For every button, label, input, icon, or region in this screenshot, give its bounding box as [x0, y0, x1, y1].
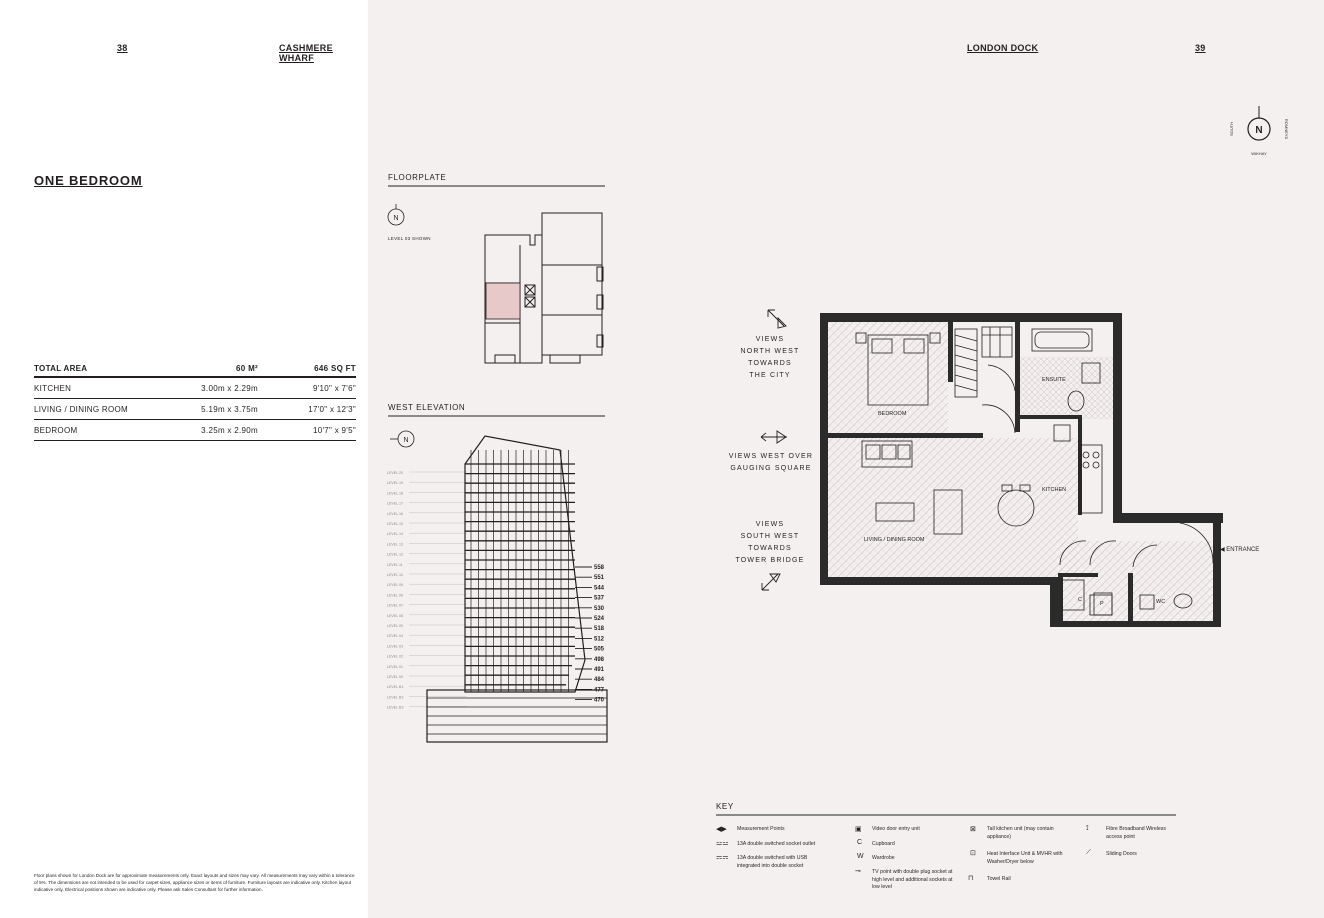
elevation-label: WEST ELEVATION	[388, 403, 466, 412]
floorplate-note: LEVEL 03 SHOWN	[388, 236, 431, 241]
elevation-level-label: LEVEL 13	[387, 542, 404, 547]
view-label-west: VIEWS WEST OVER GAUGING SQUARE	[728, 453, 814, 472]
key-item-text: Fibre Broadband Wireless access point	[1106, 826, 1166, 840]
key-item-text: Tall kitchen unit (may contain appliance)	[987, 826, 1054, 840]
room-label-bedroom: BEDROOM	[878, 411, 907, 417]
unit-number: 505	[594, 646, 605, 653]
compass-rose	[1226, 100, 1292, 160]
elevation-level-label: LEVEL 20	[387, 471, 404, 475]
elevation-level-label: LEVEL 09	[387, 583, 404, 588]
unit-number: 470	[594, 697, 605, 704]
room-label: LIVING / DINING ROOM	[34, 399, 162, 420]
room-imperial: 10'7" x 9'5"	[258, 420, 356, 441]
elevation-level-label: LEVEL 12	[387, 552, 404, 557]
unit-number: 558	[594, 565, 605, 571]
building-outline	[465, 436, 585, 692]
view-label-north-west: VIEWS NORTH WEST TOWARDS THE CITY	[740, 336, 800, 379]
room-label: KITCHEN	[34, 377, 162, 399]
total-area-imperial: 646 SQ FT	[258, 362, 356, 377]
compass-letter: N	[1255, 125, 1263, 136]
elevation-level-label: LEVEL 06	[387, 613, 404, 618]
area-table	[34, 362, 356, 441]
room-metric: 3.00m x 2.29m	[162, 377, 258, 399]
key-item-text: Sliding Doors	[1106, 851, 1137, 857]
key-rule	[716, 814, 1176, 816]
room-label-ensuite: ENSUITE	[1042, 377, 1066, 383]
elevation-building	[427, 436, 607, 742]
unit-number: 551	[594, 575, 605, 582]
elevation-level-label: LEVEL B1	[387, 685, 404, 690]
elevation-level-label: LEVEL 08	[387, 593, 404, 598]
heat-unit-icon: ⊡	[970, 850, 976, 857]
elevation-level-label: LEVEL B3	[387, 705, 404, 710]
unit-number: 491	[594, 667, 605, 673]
room-imperial: 9'10" x 7'6"	[258, 377, 356, 399]
entrance-arrow-icon: ◀	[1220, 547, 1227, 553]
elevation-level-labels	[387, 471, 467, 710]
area-table-header	[34, 362, 356, 377]
key-item-text: Wardrobe	[872, 855, 895, 861]
elevation-level-label: LEVEL 07	[387, 603, 404, 608]
view-arrow-southwest-icon	[758, 570, 784, 594]
elevation-level-label: LEVEL 19	[387, 481, 404, 486]
elevation-level-label: LEVEL 18	[387, 491, 404, 496]
svg-text:N: N	[393, 215, 399, 222]
unit-number: 524	[594, 616, 605, 622]
unit-number: 537	[594, 595, 605, 602]
table-row	[34, 399, 356, 420]
key-item-text: Heat Interface Unit & MVHR with Washer/Dryer below	[987, 851, 1063, 865]
elevation-unit-numbers	[575, 565, 605, 704]
svg-text:N: N	[403, 437, 409, 444]
entrance-marker	[1220, 546, 1259, 553]
highlighted-unit	[486, 283, 520, 319]
compass-right-label: ROMNEYS	[1284, 118, 1289, 140]
towel-rail-icon: ⊓	[968, 875, 974, 882]
floorplate-label: FLOORPLATE	[388, 173, 447, 182]
elevation-level-label: LEVEL 15	[387, 522, 404, 526]
room-label-kitchen: KITCHEN	[1042, 487, 1067, 493]
elevation-level-label: LEVEL 14	[387, 532, 404, 537]
north-arrow-icon	[386, 204, 408, 228]
left-page-number: 38	[117, 43, 128, 53]
room-label: BEDROOM	[34, 420, 162, 441]
unit-number: 477	[594, 687, 605, 694]
elevation-level-label: LEVEL 17	[387, 501, 404, 506]
elevation-level-label: LEVEL 16	[387, 511, 404, 516]
cupboard-icon: C	[857, 839, 863, 846]
elevation-rule	[388, 415, 605, 417]
room-metric: 5.19m x 3.75m	[162, 399, 258, 420]
unit-number: 498	[594, 656, 605, 663]
usb-socket-icon: ⚎⚎	[716, 854, 729, 861]
right-page-number: 39	[1195, 43, 1206, 53]
floorplate-diagram	[480, 205, 610, 365]
room-label-cupboard: C	[1078, 597, 1082, 603]
elevation-level-label: LEVEL 11	[387, 562, 403, 567]
compass-icon	[1226, 100, 1292, 160]
video-entry-icon: ▣	[855, 826, 862, 833]
compass-left-label: SOUTH	[1229, 122, 1234, 136]
elevation-level-label: LEVEL 03	[387, 644, 404, 649]
socket-icon: ⚍⚍	[716, 840, 729, 847]
elevation-level-label: LEVEL 01	[387, 664, 404, 669]
view-arrow-west-icon	[759, 428, 789, 446]
left-header-title: CASHMERE WHARF	[279, 43, 333, 63]
key-item-text: Cupboard	[872, 841, 895, 847]
measurement-points-icon: ◀▶	[716, 826, 727, 833]
room-label-plant: P	[1100, 601, 1104, 607]
elevation-level-label: LEVEL 04	[387, 634, 404, 639]
key-item-text: Towel Rail	[987, 876, 1011, 882]
sliding-doors-icon: ⟋	[1086, 849, 1091, 856]
total-area-label: TOTAL AREA	[34, 362, 162, 377]
room-metric: 3.25m x 2.90m	[162, 420, 258, 441]
disclaimer-text: Floor plans shown for London Dock are for approximate measurements only. Exact layouts and sizes may vary. All measurements may vary within a tolerance of 5%. The dimensions are not intended to be used for carpet sizes, appliance sizes or items of furniture. Furniture layouts are indicative only. Kitchen layout indicative only. Electrical positions shown are indicative only. Please ask Sales Consultant for further information.	[34, 873, 355, 892]
right-header-title: LONDON DOCK	[967, 43, 1039, 53]
apartment-title: ONE BEDROOM	[34, 173, 143, 188]
key-item-text: TV point with double plug socket at high level and additional sockets at low level	[872, 869, 953, 890]
key-item-text: Measurement Points	[737, 826, 785, 832]
total-area-metric: 60 M²	[162, 362, 258, 377]
table-row	[34, 377, 356, 399]
floorplate-north	[386, 204, 408, 233]
view-arrow-northwest-icon	[764, 306, 790, 330]
tv-point-icon: ⊸	[855, 868, 861, 875]
apartment-floor-plan	[810, 305, 1250, 635]
unit-number: 484	[594, 677, 605, 684]
key-item-text: Video door entry unit	[872, 826, 920, 832]
key-item-text: 13A double switched socket outlet	[737, 841, 816, 847]
key-label: KEY	[716, 802, 734, 811]
key-item-text: 13A double switched with USB integrated into double socket	[737, 855, 808, 869]
unit-number: 518	[594, 626, 605, 633]
room-label-wc: WC	[1156, 599, 1166, 605]
unit-number: 512	[594, 636, 605, 643]
room-imperial: 17'0" x 12'3"	[258, 399, 356, 420]
left-page	[0, 0, 368, 918]
tall-unit-icon: ⊠	[970, 826, 976, 833]
elevation-level-label: LEVEL 00	[387, 675, 404, 679]
elevation-level-label: LEVEL 05	[387, 624, 404, 628]
view-label-south-west: VIEWS SOUTH WEST TOWARDS TOWER BRIDGE	[735, 521, 805, 564]
unit-number: 530	[594, 605, 605, 612]
fibre-broadband-icon: ⟟	[1086, 825, 1089, 832]
table-row	[34, 420, 356, 441]
entrance-label: ENTRANCE	[1226, 547, 1260, 553]
compass-bottom-label: WIKHAY	[1251, 151, 1267, 156]
elevation-level-label: LEVEL 02	[387, 654, 404, 659]
elevation-level-label: LEVEL B2	[387, 695, 404, 700]
unit-number: 544	[594, 585, 605, 592]
floorplate-rule	[388, 185, 605, 187]
wardrobe-icon: W	[857, 853, 864, 860]
elevation-drawing	[385, 430, 615, 750]
room-label-living: LIVING / DINING ROOM	[864, 537, 925, 543]
elevation-level-label: LEVEL 10	[387, 573, 404, 577]
